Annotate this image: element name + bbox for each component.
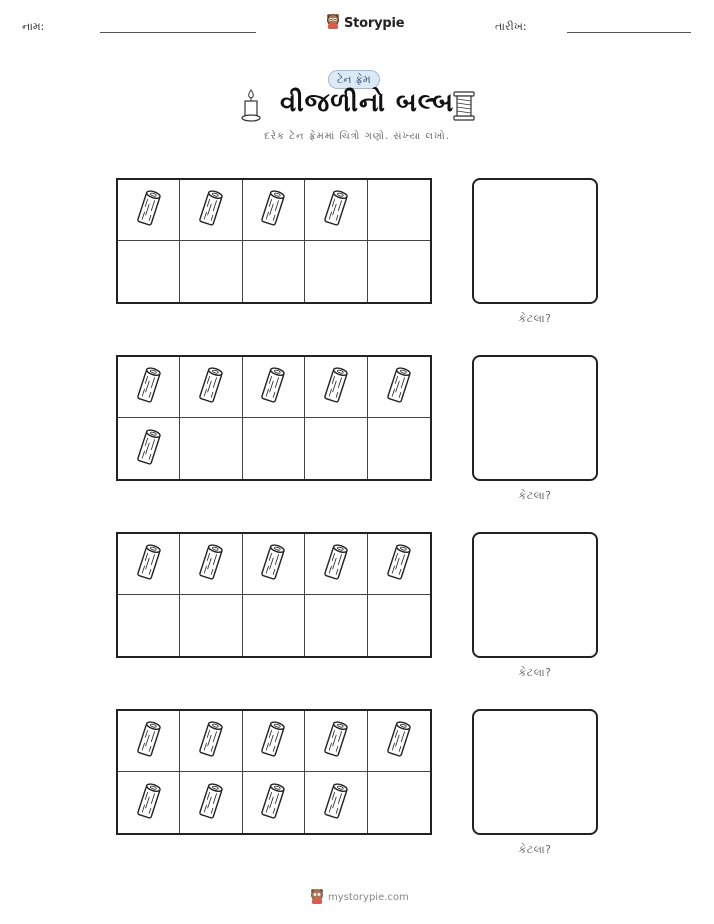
footer-url[interactable]: mystorypie.com — [328, 892, 409, 903]
ten-frame-cell — [180, 772, 242, 833]
log-icon — [258, 781, 288, 825]
ten-frame-cell — [368, 418, 430, 479]
ten-frame-cell — [368, 357, 430, 418]
ten-frame-cell — [305, 241, 367, 302]
log-icon — [321, 719, 351, 763]
log-icon — [258, 188, 288, 232]
log-icon — [134, 427, 164, 471]
storypie-bear-icon — [326, 13, 340, 33]
answer-box[interactable] — [472, 355, 598, 481]
ten-frame-cell — [243, 772, 305, 833]
log-icon — [134, 781, 164, 825]
how-many-label: કેટલા? — [518, 312, 552, 325]
ten-frame-cell — [180, 180, 242, 241]
ten-frame-cell — [305, 595, 367, 656]
log-icon — [321, 188, 351, 232]
log-icon — [321, 781, 351, 825]
how-many-label: કેટલા? — [518, 666, 552, 679]
candle-icon — [240, 88, 262, 126]
ten-frame-cell — [118, 418, 180, 479]
ten-frame-cell — [180, 418, 242, 479]
ten-frame-cell — [180, 534, 242, 595]
ten-frame-cell — [118, 357, 180, 418]
ten-frame-cell — [118, 772, 180, 833]
ten-frame-cell — [180, 595, 242, 656]
ten-frame-cell — [305, 711, 367, 772]
how-many-label: કેટલા? — [518, 843, 552, 856]
ten-frame-cell — [243, 180, 305, 241]
log-icon — [134, 542, 164, 586]
ten-frame-cell — [243, 595, 305, 656]
log-icon — [196, 365, 226, 409]
ten-frame-cell — [118, 241, 180, 302]
ten-frame — [116, 355, 432, 481]
ten-frame-cell — [305, 534, 367, 595]
storypie-bear-icon — [310, 888, 324, 907]
how-many-label: કેટલા? — [518, 489, 552, 502]
ten-frame-cell — [243, 534, 305, 595]
log-icon — [258, 719, 288, 763]
log-icon — [134, 365, 164, 409]
log-icon — [321, 365, 351, 409]
answer-box[interactable] — [472, 709, 598, 835]
ten-frame — [116, 532, 432, 658]
footer — [310, 888, 409, 907]
answer-box[interactable] — [472, 532, 598, 658]
log-icon — [258, 365, 288, 409]
ten-frame-cell — [368, 241, 430, 302]
ten-frame-cell — [368, 534, 430, 595]
ten-frame-cell — [180, 357, 242, 418]
log-icon — [134, 719, 164, 763]
page-title: વીજળીનો બલ્બ — [280, 88, 455, 118]
ten-frame-cell — [118, 595, 180, 656]
brand-name: Storypie — [344, 15, 405, 31]
ten-frame-cell — [118, 180, 180, 241]
log-icon — [196, 542, 226, 586]
brand-logo — [326, 13, 404, 33]
ten-frame-cell — [243, 357, 305, 418]
ten-frame-cell — [368, 595, 430, 656]
log-icon — [258, 542, 288, 586]
ten-frame-cell — [118, 534, 180, 595]
log-icon — [384, 365, 414, 409]
thread-spool-icon — [452, 90, 476, 126]
ten-frame-cell — [243, 418, 305, 479]
ten-frame-cell — [305, 180, 367, 241]
ten-frame-cell — [180, 241, 242, 302]
ten-frame-cell — [305, 357, 367, 418]
log-icon — [196, 188, 226, 232]
ten-frame — [116, 709, 432, 835]
date-line[interactable] — [567, 32, 691, 33]
log-icon — [384, 542, 414, 586]
ten-frame-cell — [368, 711, 430, 772]
ten-frame-cell — [243, 241, 305, 302]
log-icon — [321, 542, 351, 586]
log-icon — [134, 188, 164, 232]
name-label: નામ: — [22, 20, 45, 33]
ten-frame-cell — [180, 711, 242, 772]
topic-pill: ટેન ફ્રેમ — [328, 70, 380, 89]
ten-frame-cell — [305, 772, 367, 833]
ten-frame-cell — [368, 772, 430, 833]
ten-frame — [116, 178, 432, 304]
ten-frame-cell — [305, 418, 367, 479]
answer-box[interactable] — [472, 178, 598, 304]
log-icon — [384, 719, 414, 763]
ten-frame-cell — [243, 711, 305, 772]
log-icon — [196, 719, 226, 763]
name-line[interactable] — [100, 32, 256, 33]
log-icon — [196, 781, 226, 825]
instructions: દરેક ટેન ફ્રેમમાં ચિત્રો ગણો. સંખ્યા લખો. — [264, 131, 450, 142]
ten-frame-cell — [368, 180, 430, 241]
date-label: તારીખ: — [495, 20, 527, 33]
ten-frame-cell — [118, 711, 180, 772]
